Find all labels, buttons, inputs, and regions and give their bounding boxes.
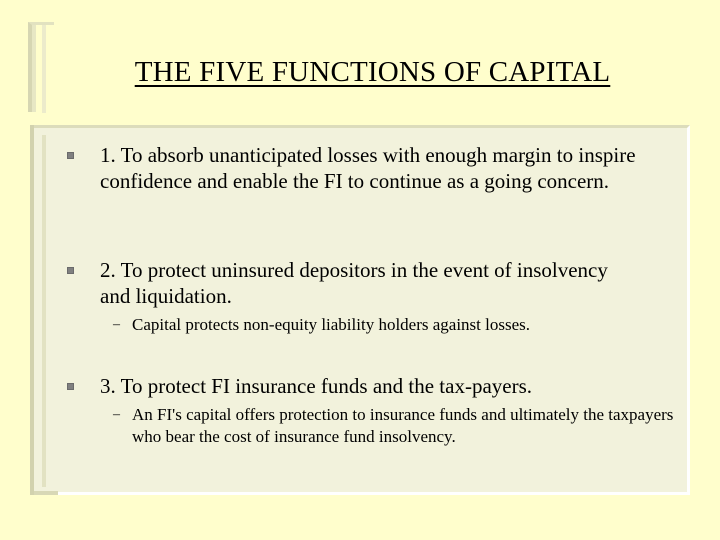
sub-item-2: Capital protects non-equity liability holders against losses.: [132, 315, 531, 334]
list-item-2: 2. To protect uninsured depositors in the event of insolvency and liquidation.: [100, 258, 608, 308]
sub-item-3: An FI's capital offers protection to insurance funds and ultimately the taxpayers who bear the cost of insurance fund insolvency.: [132, 405, 674, 446]
list-item-3: 3. To protect FI insurance funds and the tax-payers.: [100, 374, 533, 398]
body-frame-decoration: [30, 125, 54, 495]
square-bullet-icon: [67, 267, 74, 274]
slide-title: THE FIVE FUNCTIONS OF CAPITAL: [134, 56, 611, 88]
sub-bullet-dash: –: [113, 407, 120, 422]
sub-bullet-dash: –: [113, 317, 120, 332]
list-item-1: 1. To absorb unanticipated losses with enough margin to inspire confidence and enable the FI to continue as a going concern.: [100, 143, 636, 193]
square-bullet-icon: [67, 383, 74, 390]
square-bullet-icon: [67, 152, 74, 159]
